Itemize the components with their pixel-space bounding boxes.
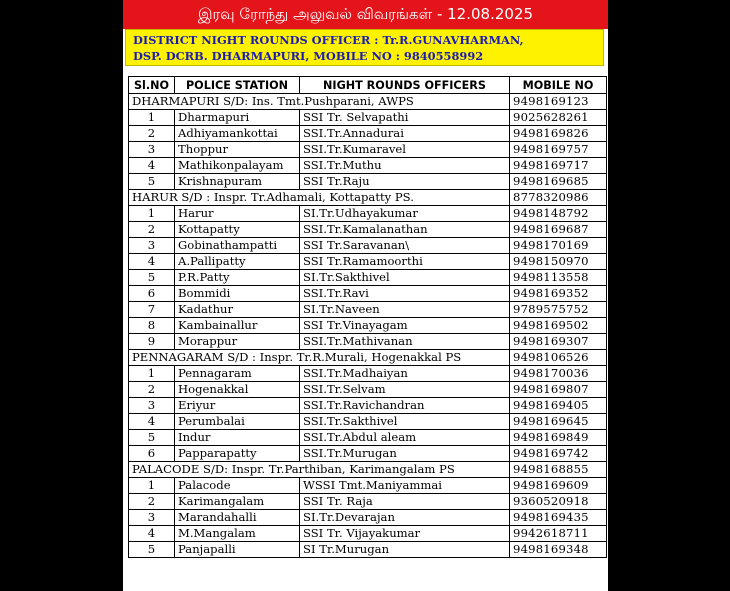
officer-cell: SI.Tr.Naveen — [300, 302, 510, 318]
section-heading: DHARMAPURI S/D: Ins. Tmt.Pushparani, AWPS — [129, 94, 510, 110]
table-row — [129, 542, 607, 558]
officer-cell: SSI Tr. Vijayakumar — [300, 526, 510, 542]
mobile-cell: 9498169826 — [510, 126, 607, 142]
night-rounds-table — [128, 76, 607, 558]
officer-cell: SSI.Tr.Madhaiyan — [300, 366, 510, 382]
table-row — [129, 334, 607, 350]
section-heading-row — [129, 94, 607, 110]
station-cell: Kambainallur — [175, 318, 300, 334]
sl-no-cell: 9 — [129, 334, 175, 350]
officer-cell: SSI Tr.Vinayagam — [300, 318, 510, 334]
sl-no-cell: 1 — [129, 478, 175, 494]
sl-no-cell: 5 — [129, 542, 175, 558]
sl-no-cell: 1 — [129, 366, 175, 382]
table-row — [129, 382, 607, 398]
table-row — [129, 222, 607, 238]
station-cell: Adhiyamankottai — [175, 126, 300, 142]
station-cell: Gobinathampatti — [175, 238, 300, 254]
table-row — [129, 286, 607, 302]
mobile-cell: 9498113558 — [510, 270, 607, 286]
mobile-cell: 9498170036 — [510, 366, 607, 382]
table-row — [129, 398, 607, 414]
officer-cell: SSI.Tr.Mathivanan — [300, 334, 510, 350]
table-row — [129, 414, 607, 430]
officer-cell: SSI.Tr.Ravichandran — [300, 398, 510, 414]
mobile-cell: 9942618711 — [510, 526, 607, 542]
mobile-cell: 9498150970 — [510, 254, 607, 270]
sl-no-cell: 5 — [129, 430, 175, 446]
rounds-sheet — [123, 0, 608, 591]
sl-no-cell: 6 — [129, 286, 175, 302]
officer-cell: SSI.Tr.Selvam — [300, 382, 510, 398]
mobile-cell: 9789575752 — [510, 302, 607, 318]
table-row — [129, 254, 607, 270]
district-officer-box — [125, 29, 604, 66]
sl-no-cell: 7 — [129, 302, 175, 318]
officer-cell: SSI.Tr.Ravi — [300, 286, 510, 302]
sl-no-cell: 2 — [129, 494, 175, 510]
section-heading-row — [129, 190, 607, 206]
officer-cell: SI.Tr.Udhayakumar — [300, 206, 510, 222]
officer-cell: SI.Tr.Devarajan — [300, 510, 510, 526]
table-row — [129, 366, 607, 382]
table-row — [129, 174, 607, 190]
sl-no-cell: 4 — [129, 254, 175, 270]
mobile-cell: 9498169502 — [510, 318, 607, 334]
officer-cell: SI Tr.Murugan — [300, 542, 510, 558]
sl-no-cell: 3 — [129, 398, 175, 414]
mobile-cell: 9498169742 — [510, 446, 607, 462]
station-cell: Kottapatty — [175, 222, 300, 238]
table-row — [129, 270, 607, 286]
station-cell: M.Mangalam — [175, 526, 300, 542]
station-cell: Karimangalam — [175, 494, 300, 510]
section-heading-row — [129, 350, 607, 366]
station-cell: Mathikonpalayam — [175, 158, 300, 174]
sl-no-cell: 2 — [129, 222, 175, 238]
sl-no-cell: 2 — [129, 382, 175, 398]
mobile-cell: 9498169645 — [510, 414, 607, 430]
station-cell: Bommidi — [175, 286, 300, 302]
station-cell: Hogenakkal — [175, 382, 300, 398]
sl-no-cell: 1 — [129, 110, 175, 126]
sl-no-cell: 5 — [129, 270, 175, 286]
mobile-cell: 9498148792 — [510, 206, 607, 222]
mobile-cell: 9498169757 — [510, 142, 607, 158]
station-cell: Perumbalai — [175, 414, 300, 430]
section-heading-row — [129, 462, 607, 478]
section-heading-mobile: 8778320986 — [510, 190, 607, 206]
officer-cell: SSI.Tr.Sakthivel — [300, 414, 510, 430]
station-cell: Eriyur — [175, 398, 300, 414]
table-row — [129, 158, 607, 174]
table-row — [129, 126, 607, 142]
officer-cell: WSSI Tmt.Maniyammai — [300, 478, 510, 494]
sl-no-cell: 1 — [129, 206, 175, 222]
station-cell: Panjapalli — [175, 542, 300, 558]
officer-cell: SSI Tr.Raju — [300, 174, 510, 190]
mobile-cell: 9498169348 — [510, 542, 607, 558]
table-body — [129, 94, 607, 558]
section-heading: HARUR S/D : Inspr. Tr.Adhamali, Kottapatty PS. — [129, 190, 510, 206]
mobile-cell: 9498169807 — [510, 382, 607, 398]
station-cell: Morappur — [175, 334, 300, 350]
column-header-police-station: POLICE STATION — [175, 77, 300, 94]
station-cell: P.R.Patty — [175, 270, 300, 286]
officer-cell: SSI.Tr.Annadurai — [300, 126, 510, 142]
mobile-cell: 9498169685 — [510, 174, 607, 190]
station-cell: Thoppur — [175, 142, 300, 158]
mobile-cell: 9025628261 — [510, 110, 607, 126]
table-row — [129, 478, 607, 494]
district-officer-line-1: DISTRICT NIGHT ROUNDS OFFICER : Tr.R.GUNAVHARMAN, — [133, 33, 524, 47]
column-header-sl-no: Sl.NO — [129, 77, 175, 94]
document-title: இரவு ரோந்து அலுவல் விவரங்கள் - 12.08.2025 — [123, 0, 608, 29]
sl-no-cell: 3 — [129, 238, 175, 254]
station-cell: Harur — [175, 206, 300, 222]
mobile-cell: 9498169405 — [510, 398, 607, 414]
mobile-cell: 9498169435 — [510, 510, 607, 526]
sl-no-cell: 4 — [129, 414, 175, 430]
station-cell: A.Pallipatty — [175, 254, 300, 270]
mobile-cell: 9498169609 — [510, 478, 607, 494]
station-cell: Krishnapuram — [175, 174, 300, 190]
section-heading-mobile: 9498169123 — [510, 94, 607, 110]
mobile-cell: 9498169307 — [510, 334, 607, 350]
table-row — [129, 446, 607, 462]
officer-cell: SSI Tr. Raja — [300, 494, 510, 510]
officer-cell: SSI.Tr.Kumaravel — [300, 142, 510, 158]
mobile-cell: 9498169849 — [510, 430, 607, 446]
table-row — [129, 238, 607, 254]
table-row — [129, 318, 607, 334]
station-cell: Pennagaram — [175, 366, 300, 382]
table-row — [129, 302, 607, 318]
station-cell: Dharmapuri — [175, 110, 300, 126]
sl-no-cell: 3 — [129, 142, 175, 158]
station-cell: Palacode — [175, 478, 300, 494]
section-heading: PALACODE S/D: Inspr. Tr.Parthiban, Karimangalam PS — [129, 462, 510, 478]
sl-no-cell: 4 — [129, 158, 175, 174]
table-row — [129, 142, 607, 158]
section-heading-mobile: 9498106526 — [510, 350, 607, 366]
mobile-cell: 9498169687 — [510, 222, 607, 238]
station-cell: Papparapatty — [175, 446, 300, 462]
sl-no-cell: 5 — [129, 174, 175, 190]
section-heading: PENNAGARAM S/D : Inspr. Tr.R.Murali, Hogenakkal PS — [129, 350, 510, 366]
table-row — [129, 206, 607, 222]
sl-no-cell: 4 — [129, 526, 175, 542]
officer-cell: SSI.Tr.Kamalanathan — [300, 222, 510, 238]
table-header-row — [129, 77, 607, 94]
station-cell: Kadathur — [175, 302, 300, 318]
mobile-cell: 9498169352 — [510, 286, 607, 302]
mobile-cell: 9360520918 — [510, 494, 607, 510]
table-row — [129, 430, 607, 446]
mobile-cell: 9498169717 — [510, 158, 607, 174]
mobile-cell: 9498170169 — [510, 238, 607, 254]
section-heading-mobile: 9498168855 — [510, 462, 607, 478]
officer-cell: SSI Tr. Selvapathi — [300, 110, 510, 126]
officer-cell: SSI.Tr.Muthu — [300, 158, 510, 174]
station-cell: Indur — [175, 430, 300, 446]
station-cell: Marandahalli — [175, 510, 300, 526]
column-header-officers: NIGHT ROUNDS OFFICERS — [300, 77, 510, 94]
sl-no-cell: 2 — [129, 126, 175, 142]
officer-cell: SI.Tr.Sakthivel — [300, 270, 510, 286]
column-header-mobile: MOBILE NO — [510, 77, 607, 94]
table-row — [129, 526, 607, 542]
table-row — [129, 510, 607, 526]
officer-cell: SSI.Tr.Murugan — [300, 446, 510, 462]
table-row — [129, 494, 607, 510]
sl-no-cell: 6 — [129, 446, 175, 462]
sl-no-cell: 3 — [129, 510, 175, 526]
district-officer-line-2: DSP. DCRB. DHARMAPURI, MOBILE NO : 9840558992 — [133, 49, 484, 63]
sl-no-cell: 8 — [129, 318, 175, 334]
table-row — [129, 110, 607, 126]
officer-cell: SSI Tr.Saravanan\ — [300, 238, 510, 254]
officer-cell: SSI.Tr.Abdul aleam — [300, 430, 510, 446]
officer-cell: SSI Tr.Ramamoorthi — [300, 254, 510, 270]
